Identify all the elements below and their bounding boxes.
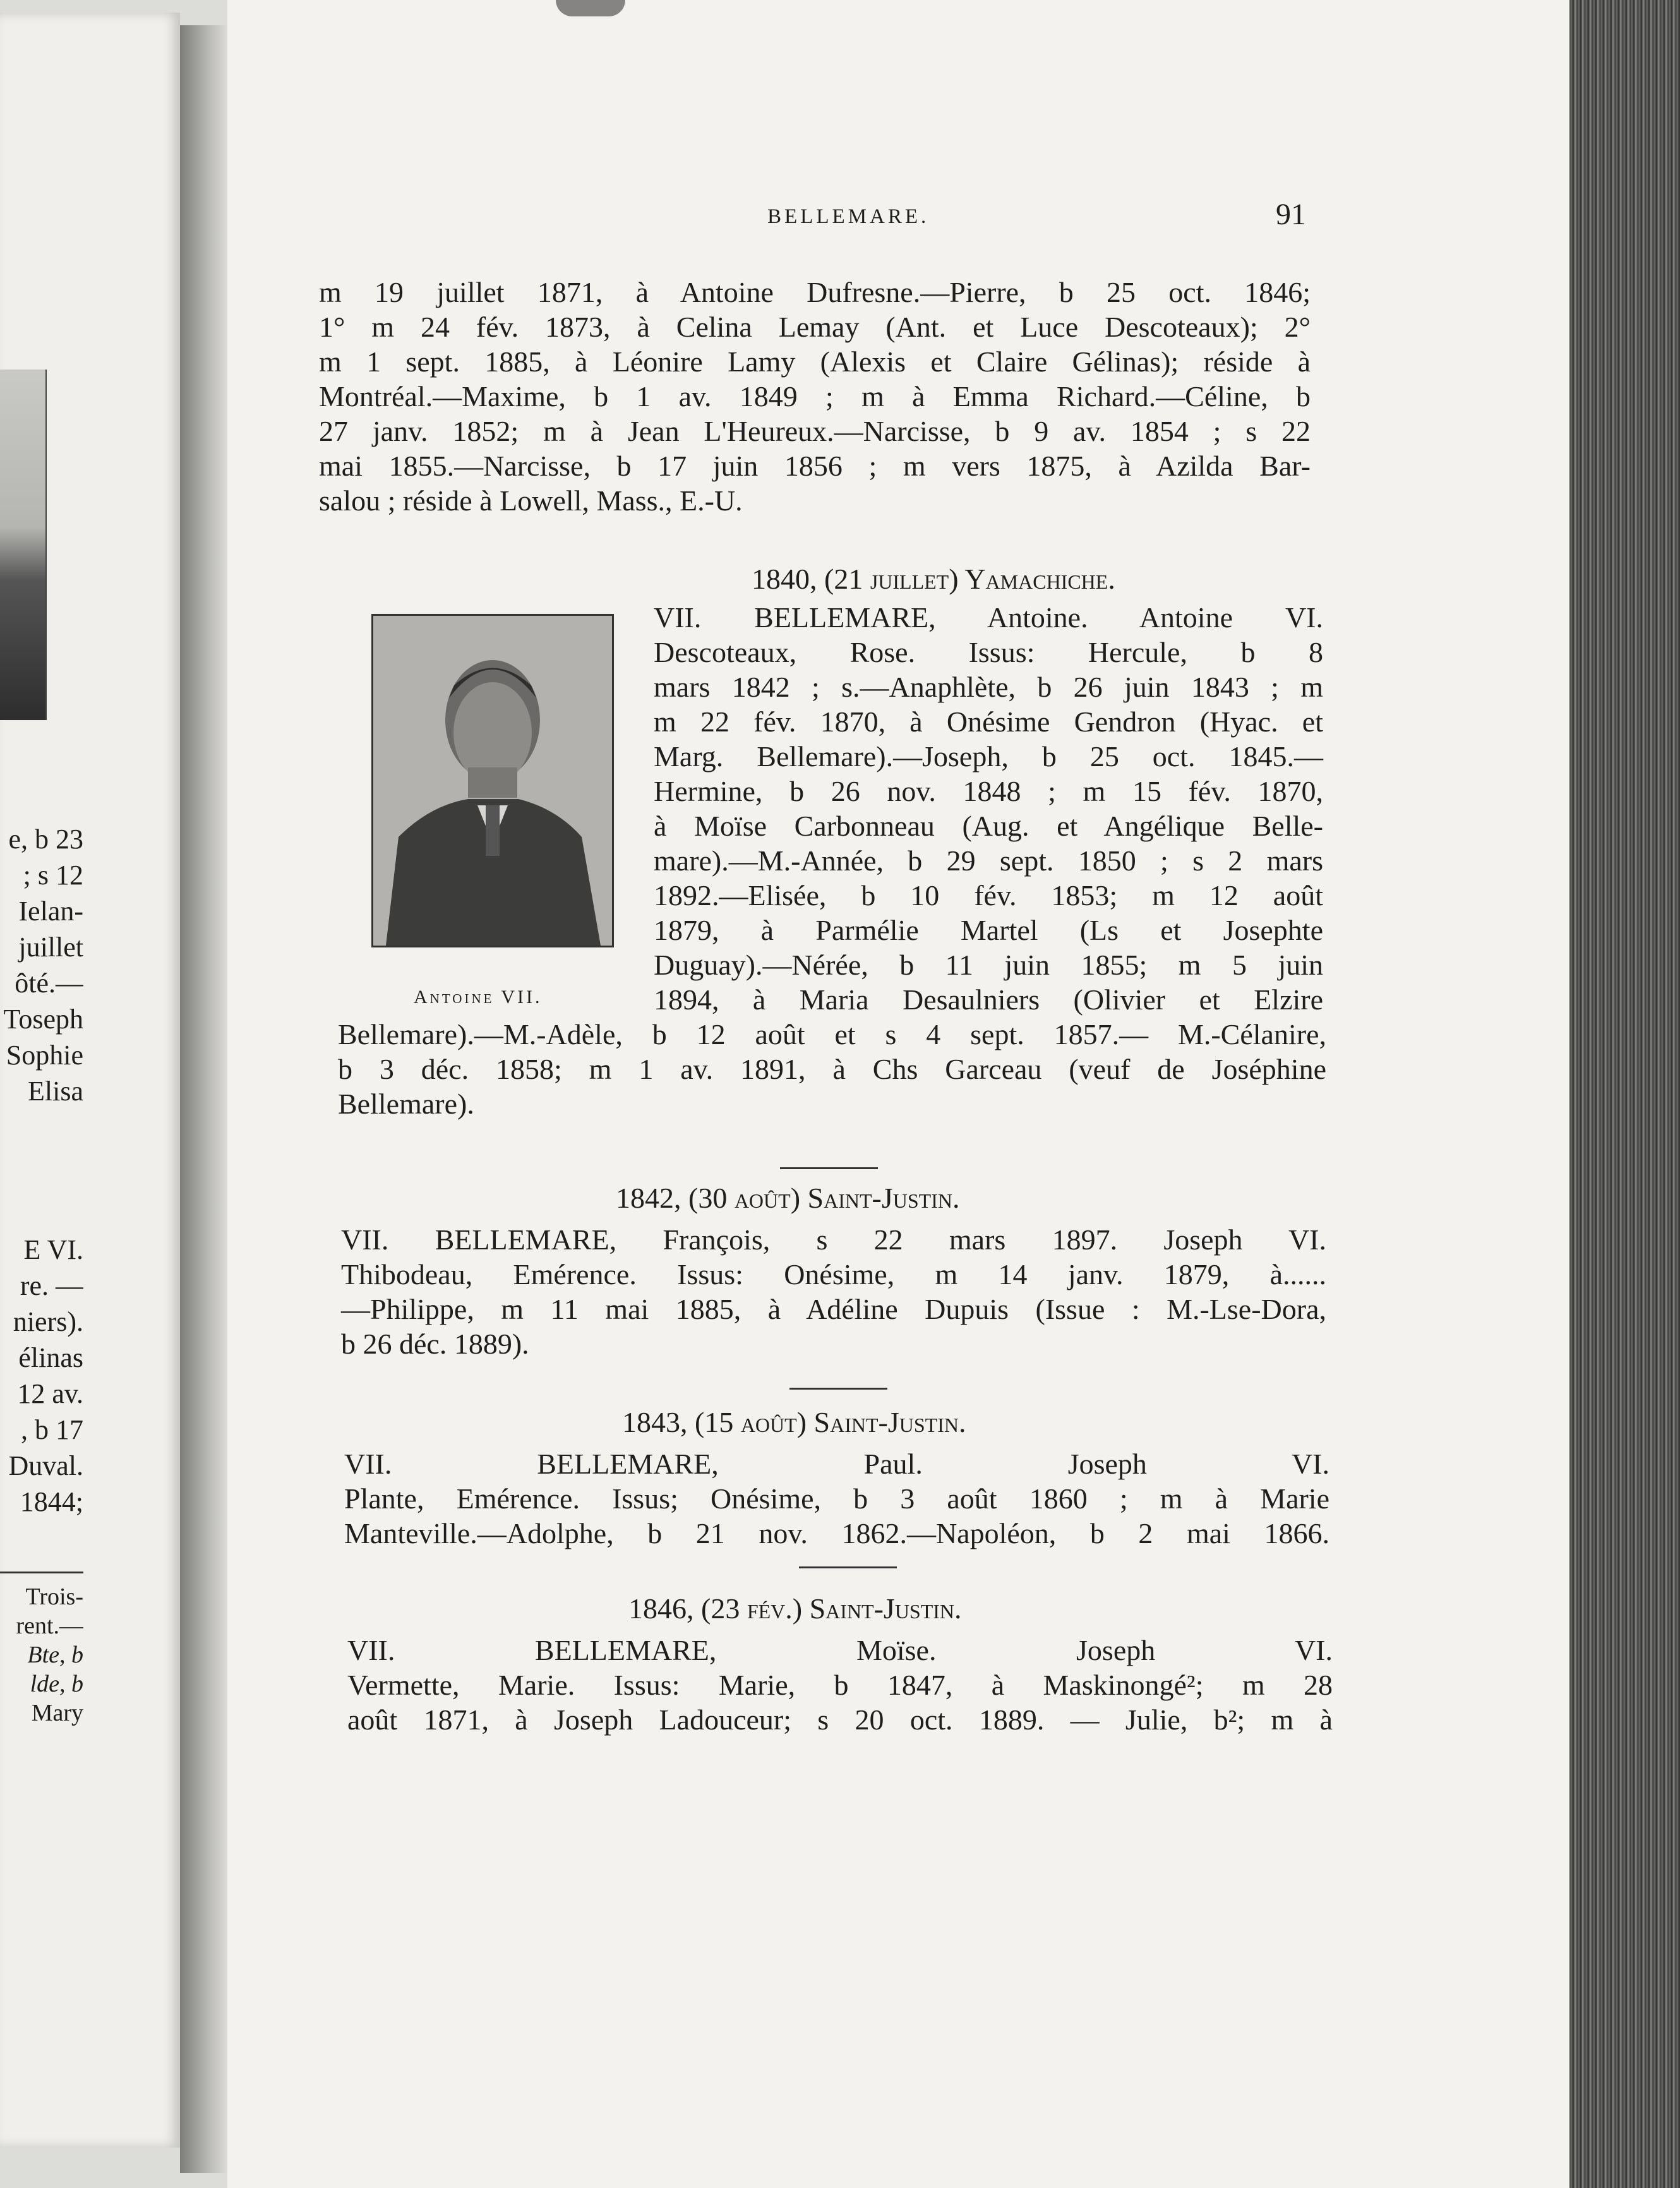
entry-1840-body — [654, 600, 1323, 1017]
text-line: m 22 fév. 1870, à Onésime Gendron (Hyac. et — [654, 706, 1323, 738]
left-page-text-a — [0, 821, 83, 1109]
left-line: ôté.— — [15, 968, 83, 999]
photo-caption: Antoine VII. — [414, 987, 543, 1007]
left-line: re. — — [20, 1270, 83, 1301]
entry-heading-1840: 1840, (21 juillet) Yamachiche. — [752, 563, 1115, 595]
portrait-figure — [373, 616, 612, 946]
portrait-photo — [371, 614, 614, 947]
text-line: 1° m 24 fév. 1873, à Celina Lemay (Ant. et Luce Descoteaux); 2° — [319, 311, 1311, 343]
text-line: Marg. Bellemare).—Joseph, b 25 oct. 1845.— — [654, 740, 1323, 772]
entry-heading-1846: 1846, (23 fév.) Saint-Justin. — [628, 1592, 962, 1625]
text-line: b 26 déc. 1889). — [341, 1328, 529, 1360]
text-line: à Moïse Carbonneau (Aug. et Angélique Belle- — [654, 810, 1323, 842]
left-line: Toseph — [3, 1004, 83, 1035]
left-line: niers). — [13, 1306, 83, 1337]
entry-1840-continued — [338, 1017, 1326, 1121]
page-number: 91 — [1276, 198, 1306, 231]
left-line: juillet — [18, 932, 83, 963]
entry-heading-1843: 1843, (15 août) Saint-Justin. — [622, 1406, 966, 1438]
left-line: Bte, b — [27, 1642, 83, 1668]
text-line: 1894, à Maria Desaulniers (Olivier et Elzire — [654, 983, 1323, 1016]
left-line: Mary — [31, 1700, 83, 1726]
left-line: 12 av. — [17, 1378, 83, 1409]
left-line: E VI. — [23, 1234, 83, 1265]
text-line: mai 1855.—Narcisse, b 17 juin 1856 ; m vers 1875, à Azilda Bar- — [319, 450, 1311, 482]
left-line: Ielan- — [18, 896, 83, 927]
text-line: Duguay).—Nérée, b 11 juin 1855; m 5 juin — [654, 949, 1323, 981]
left-line: Trois- — [25, 1584, 83, 1610]
text-line: 1892.—Elisée, b 10 fév. 1853; m 12 août — [654, 879, 1323, 911]
left-line: rent.— — [16, 1613, 83, 1639]
entry-1846-body — [347, 1633, 1333, 1737]
library-stamp — [556, 0, 625, 16]
left-line: Duval. — [8, 1450, 83, 1481]
text-line: Hermine, b 26 nov. 1848 ; m 15 fév. 1870, — [654, 775, 1323, 807]
text-line: VII. BELLEMARE, François, s 22 mars 1897. Joseph VI. — [341, 1223, 1326, 1256]
left-line: ; s 12 — [23, 860, 83, 891]
entry-1842-body — [341, 1222, 1326, 1361]
text-line: Montréal.—Maxime, b 1 av. 1849 ; m à Emma Richard.—Céline, b — [319, 380, 1311, 412]
text-line: Manteville.—Adolphe, b 21 nov. 1862.—Napoléon, b 2 mai 1866. — [344, 1517, 1329, 1549]
text-line: mare).—M.-Année, b 29 sept. 1850 ; s 2 mars — [654, 845, 1323, 877]
left-line: Elisa — [28, 1076, 83, 1107]
left-line: Sophie — [6, 1040, 83, 1071]
left-page-text-c — [0, 1582, 83, 1728]
left-page-text-b — [0, 1232, 83, 1520]
text-line: m 19 juillet 1871, à Antoine Dufresne.—Pierre, b 25 oct. 1846; — [319, 276, 1311, 308]
text-line: Bellemare).—M.-Adèle, b 12 août et s 4 sept. 1857.— M.-Célanire, — [338, 1018, 1326, 1050]
entry-heading-1842: 1842, (30 août) Saint-Justin. — [616, 1182, 960, 1214]
text-line: VII. BELLEMARE, Antoine. Antoine VI. — [654, 601, 1323, 634]
text-line: Thibodeau, Emérence. Issus: Onésime, m 14 janv. 1879, à...... — [341, 1258, 1326, 1290]
text-line: VII. BELLEMARE, Moïse. Joseph VI. — [347, 1634, 1333, 1666]
left-line: 1844; — [20, 1486, 83, 1517]
text-line: —Philippe, m 11 mai 1885, à Adéline Dupuis (Issue : M.-Lse-Dora, — [341, 1293, 1326, 1325]
left-line: élinas — [18, 1342, 83, 1373]
section-rule — [799, 1566, 897, 1568]
entry-1843-body — [344, 1446, 1329, 1551]
text-line: Bellemare). — [338, 1088, 474, 1120]
text-line: Vermette, Marie. Issus: Marie, b 1847, à Maskinongé²; m 28 — [347, 1669, 1333, 1701]
left-line: e, b 23 — [8, 824, 83, 855]
text-line: VII. BELLEMARE, Paul. Joseph VI. — [344, 1448, 1329, 1480]
left-line: , b 17 — [21, 1414, 83, 1445]
text-line: Plante, Emérence. Issus; Onésime, b 3 août 1860 ; m à Marie — [344, 1482, 1329, 1515]
text-line: b 3 déc. 1858; m 1 av. 1891, à Chs Garceau (veuf de Joséphine — [338, 1053, 1326, 1085]
section-rule — [789, 1388, 887, 1390]
running-head: BELLEMARE. — [767, 205, 930, 228]
text-line: août 1871, à Joseph Ladouceur; s 20 oct. 1889. — Julie, b²; m à — [347, 1704, 1333, 1736]
text-line: mars 1842 ; s.—Anaphlète, b 26 juin 1843 ; m — [654, 671, 1323, 703]
text-line: m 1 sept. 1885, à Léonire Lamy (Alexis et Claire Gélinas); réside à — [319, 346, 1311, 378]
text-line: Descoteaux, Rose. Issus: Hercule, b 8 — [654, 636, 1323, 668]
left-line: lde, b — [30, 1671, 83, 1697]
left-page-rule — [0, 1572, 83, 1573]
text-line: salou ; réside à Lowell, Mass., E.-U. — [319, 484, 743, 517]
text-line: 1879, à Parmélie Martel (Ls et Josephte — [654, 914, 1323, 946]
text-line: 27 janv. 1852; m à Jean L'Heureux.—Narcisse, b 9 av. 1854 ; s 22 — [319, 415, 1311, 447]
book-page-edges — [1569, 0, 1680, 2188]
book-gutter — [180, 25, 231, 2173]
left-page-photo-fragment — [0, 370, 47, 720]
entry-continued — [319, 275, 1311, 518]
section-rule — [780, 1167, 878, 1169]
